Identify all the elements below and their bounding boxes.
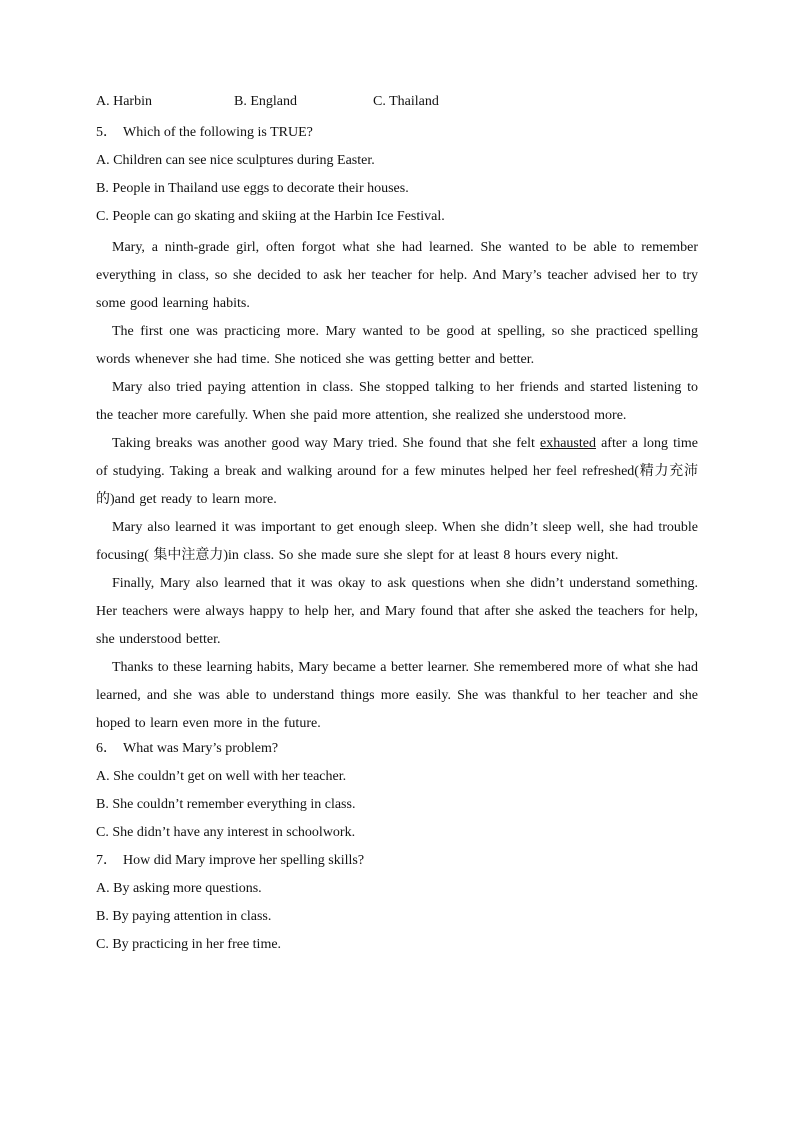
q5-option-a[interactable]: A. Children can see nice sculptures during Easter. <box>96 153 375 168</box>
q7-question <box>96 850 698 878</box>
passage-paragraph-1: Mary, a ninth-grade girl, often forgot what she had learned. She wanted to be able to remember everything in class, so she decided to ask her teacher for help. And Mary’s teacher advised her to try some good learning habits. <box>96 240 698 311</box>
q4-options <box>96 94 698 122</box>
q5-option-b[interactable]: B. People in Thailand use eggs to decorate their houses. <box>96 181 409 196</box>
q6-text: What was Mary’s problem? <box>123 741 279 756</box>
worksheet-page <box>96 94 698 962</box>
q6-option-a[interactable]: A. She couldn’t get on well with her teacher. <box>96 769 347 784</box>
q4-option-b[interactable]: B. England <box>234 94 297 109</box>
q5-text: Which of the following is TRUE? <box>123 125 313 140</box>
q5-number: 5． <box>96 125 117 140</box>
q6-option-c[interactable]: C. She didn’t have any interest in schoolwork. <box>96 825 356 840</box>
q7-number: 7． <box>96 853 117 868</box>
passage-paragraph-3: Mary also tried paying attention in class. She stopped talking to her friends and started listening to the teacher more carefully. When she paid more attention, she realized she understood more. <box>96 380 698 423</box>
q7-option-b[interactable]: B. By paying attention in class. <box>96 909 272 924</box>
underlined-word: exhausted <box>540 436 596 451</box>
q5-option-c[interactable]: C. People can go skating and skiing at the Harbin Ice Festival. <box>96 209 445 224</box>
q6-option-b[interactable]: B. She couldn’t remember everything in class. <box>96 797 356 812</box>
q7-text: How did Mary improve her spelling skills? <box>123 853 365 868</box>
passage-paragraph-7: Thanks to these learning habits, Mary became a better learner. She remembered more of what she had learned, and she was able to understand things more easily. She was thankful to her teacher and she hoped to learn even more in the future. <box>96 660 698 731</box>
p4-text-before: Taking breaks was another good way Mary tried. She found that she felt <box>112 436 540 451</box>
q4-option-a[interactable]: A. Harbin <box>96 94 152 109</box>
q6-number: 6． <box>96 741 117 756</box>
passage-paragraph-4 <box>96 430 698 514</box>
q4-option-c[interactable]: C. Thailand <box>373 94 439 109</box>
q7-option-a[interactable]: A. By asking more questions. <box>96 881 262 896</box>
q6-question <box>96 738 698 766</box>
q7-option-c[interactable]: C. By practicing in her free time. <box>96 937 282 952</box>
passage-paragraph-2: The first one was practicing more. Mary wanted to be good at spelling, so she practiced spelling words whenever she had time. She noticed she was getting better and better. <box>96 324 698 367</box>
passage-paragraph-6: Finally, Mary also learned that it was okay to ask questions when she didn’t understand something. Her teachers were always happy to help her, and Mary found that after she asked the teachers for help, she understood better. <box>96 576 698 647</box>
passage-paragraph-5: Mary also learned it was important to get enough sleep. When she didn’t sleep well, she had trouble focusing( 集中注意力)in class. So she made sure she slept for at least 8 hours every night. <box>96 520 698 563</box>
reading-passage <box>96 234 698 738</box>
p4-text-after: after a long time of studying. Taking a break and walking around for a few minutes helped her feel refreshed(精力充沛的)and get ready to learn more. <box>96 436 698 507</box>
q5-question <box>96 122 698 150</box>
